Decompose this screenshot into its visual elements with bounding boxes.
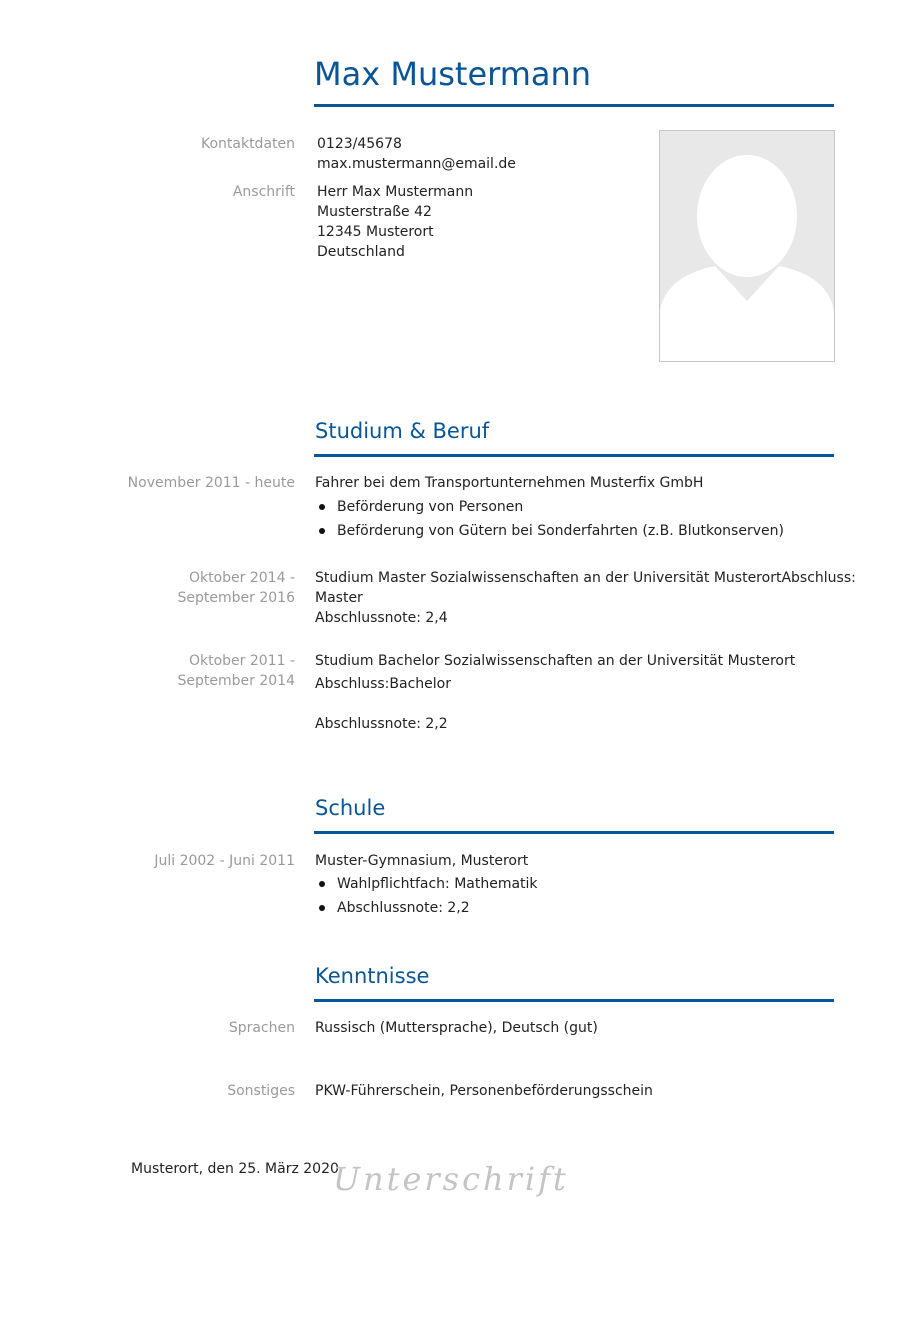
entry-title: Muster-Gymnasium, Musterort — [315, 853, 529, 869]
other-skills-value: PKW-Führerschein, Personenbeförderungsschein — [315, 1083, 653, 1099]
place-date: Musterort, den 25. März 2020 — [131, 1161, 339, 1177]
list-item: Beförderung von Gütern bei Sonderfahrten (z.B. Blutkonserven) — [315, 519, 784, 543]
entry-line: Abschluss:Bachelor — [315, 676, 451, 692]
entry-bullet-list — [315, 495, 784, 543]
other-skills-label: Sonstiges — [227, 1083, 295, 1099]
entry-date: Oktober 2011 - September 2014 — [177, 653, 295, 689]
phone-number: 0123/45678 — [317, 136, 402, 152]
section-title-skills: Kenntnisse — [315, 964, 430, 988]
entry-title: Studium Master Sozialwissenschaften an der Universität MusterortAbschluss: — [315, 570, 856, 586]
list-item: Wahlpflichtfach: Mathematik — [315, 872, 538, 896]
list-item: Abschlussnote: 2,2 — [315, 896, 538, 920]
section-divider — [314, 831, 834, 834]
entry-date: November 2011 - heute — [127, 475, 295, 491]
address-line: 12345 Musterort — [317, 224, 434, 240]
title-divider — [314, 104, 834, 107]
section-divider — [314, 454, 834, 457]
address-label: Anschrift — [232, 184, 295, 200]
person-silhouette-icon — [660, 131, 834, 361]
entry-line: Master — [315, 590, 363, 606]
profile-photo — [659, 130, 835, 362]
entry-line: Abschlussnote: 2,2 — [315, 716, 448, 732]
address-line: Herr Max Mustermann — [317, 184, 474, 200]
signature: Unterschrift — [333, 1160, 569, 1198]
languages-label: Sprachen — [228, 1020, 295, 1036]
entry-title: Studium Bachelor Sozialwissenschaften an der Universität Musterort — [315, 653, 796, 669]
section-divider — [314, 999, 834, 1002]
languages-value: Russisch (Muttersprache), Deutsch (gut) — [315, 1020, 598, 1036]
entry-date: Oktober 2014 - September 2016 — [177, 570, 295, 606]
section-title-career: Studium & Beruf — [315, 419, 490, 443]
address-line: Musterstraße 42 — [317, 204, 432, 220]
entry-date: Juli 2002 - Juni 2011 — [154, 853, 295, 869]
email-address: max.mustermann@email.de — [317, 156, 516, 172]
list-item: Beförderung von Personen — [315, 495, 784, 519]
entry-title: Fahrer bei dem Transportunternehmen Musterfix GmbH — [315, 475, 704, 491]
entry-bullet-list — [315, 872, 538, 920]
page-title: Max Mustermann — [314, 55, 592, 93]
entry-line: Abschlussnote: 2,4 — [315, 610, 448, 626]
contact-label: Kontaktdaten — [200, 136, 295, 152]
address-line: Deutschland — [317, 244, 405, 260]
section-title-school: Schule — [315, 796, 386, 820]
